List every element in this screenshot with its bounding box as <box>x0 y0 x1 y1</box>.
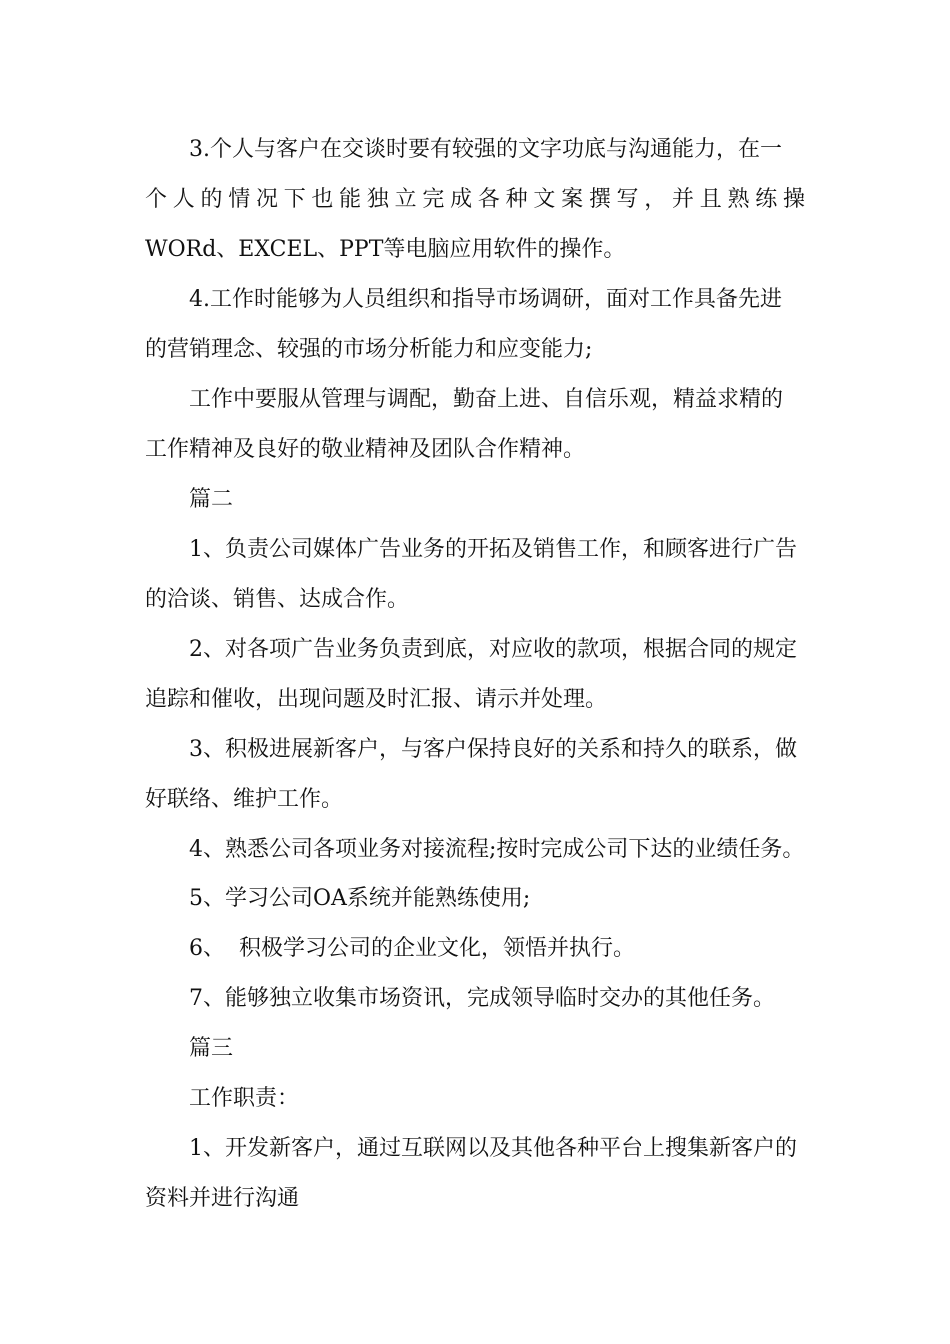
paragraph-line: 工作精神及良好的敬业精神及团队合作精神。 <box>145 437 586 462</box>
paragraph-line: 个人的情况下也能独立完成各种文案撰写，并且熟练操 <box>145 187 805 212</box>
paragraph-line: 5、学习公司OA系统并能熟练使用; <box>189 886 531 911</box>
paragraph-line: 好联络、维护工作。 <box>145 787 344 812</box>
paragraph-line: 资料并进行沟通 <box>145 1186 300 1211</box>
paragraph-line: WORd、EXCEL、PPT等电脑应用软件的操作。 <box>145 237 626 262</box>
paragraph-line: 2、对各项广告业务负责到底，对应收的款项，根据合同的规定 <box>189 637 797 662</box>
paragraph-line: 的营销理念、较强的市场分析能力和应变能力; <box>145 337 593 362</box>
paragraph-line: 工作中要服从管理与调配，勤奋上进、自信乐观，精益求精的 <box>189 387 784 412</box>
paragraph-line: 工作职责： <box>189 1086 300 1111</box>
paragraph-line: 6、 积极学习公司的企业文化，领悟并执行。 <box>189 936 635 961</box>
paragraph-line: 7、能够独立收集市场资讯，完成领导临时交办的其他任务。 <box>189 986 775 1011</box>
paragraph-line: 的洽谈、销售、达成合作。 <box>145 587 410 612</box>
paragraph-line: 追踪和催收，出现问题及时汇报、请示并处理。 <box>145 687 608 712</box>
paragraph-line: 3.个人与客户在交谈时要有较强的文字功底与沟通能力，在一 <box>189 137 782 162</box>
paragraph-line: 1、负责公司媒体广告业务的开拓及销售工作，和顾客进行广告 <box>189 537 797 562</box>
paragraph-line: 4、熟悉公司各项业务对接流程;按时完成公司下达的业绩任务。 <box>189 837 805 862</box>
paragraph-line: 4.工作时能够为人员组织和指导市场调研，面对工作具备先进 <box>189 287 782 312</box>
paragraph-line: 1、开发新客户，通过互联网以及其他各种平台上搜集新客户的 <box>189 1136 797 1161</box>
section-heading: 篇二 <box>189 487 234 512</box>
paragraph-line: 3、积极进展新客户，与客户保持良好的关系和持久的联系，做 <box>189 737 797 762</box>
section-heading: 篇三 <box>189 1036 234 1061</box>
